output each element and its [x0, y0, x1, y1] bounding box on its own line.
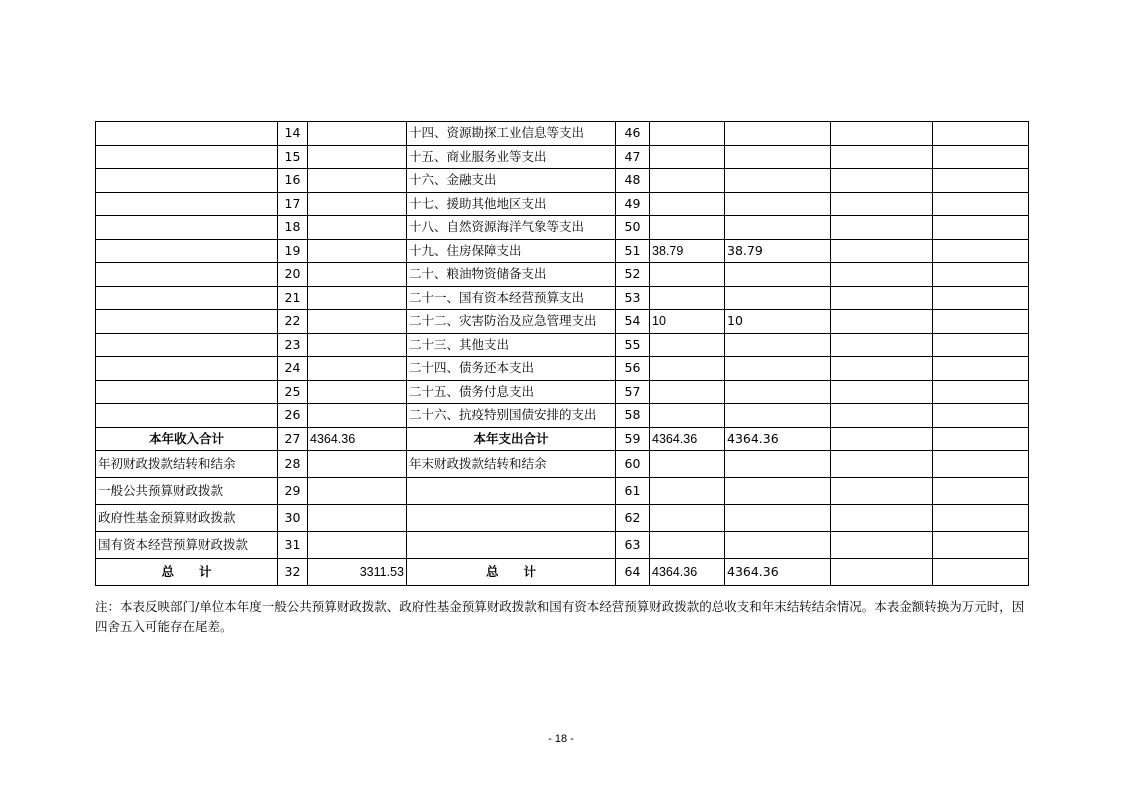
right-row-number: 63	[616, 532, 650, 559]
amount-col2-cell	[725, 169, 831, 193]
left-row-number: 19	[278, 239, 308, 263]
right-label-cell: 十四、资源勘探工业信息等支出	[407, 122, 616, 146]
left-row-number: 29	[278, 478, 308, 505]
amount-total-cell	[650, 216, 725, 240]
amount-col3-cell	[831, 333, 933, 357]
amount-total-cell	[650, 404, 725, 428]
table-row	[96, 216, 1029, 240]
amount-col2-cell	[725, 333, 831, 357]
amount-total-cell	[650, 478, 725, 505]
amount-total-cell	[650, 532, 725, 559]
budget-table	[95, 121, 1029, 586]
left-amount-cell	[308, 145, 407, 169]
left-row-number: 22	[278, 310, 308, 334]
amount-col2-cell	[725, 357, 831, 381]
left-label-cell	[96, 192, 278, 216]
amount-col2-cell: 4364.36	[725, 427, 831, 451]
amount-total-cell: 4364.36	[650, 559, 725, 586]
right-row-number: 56	[616, 357, 650, 381]
left-amount-cell	[308, 505, 407, 532]
table-row	[96, 333, 1029, 357]
right-label-cell: 二十一、国有资本经营预算支出	[407, 286, 616, 310]
amount-total-cell	[650, 145, 725, 169]
amount-total-cell: 38.79	[650, 239, 725, 263]
amount-col3-cell	[831, 559, 933, 586]
right-label-cell: 十六、金融支出	[407, 169, 616, 193]
left-amount-cell	[308, 404, 407, 428]
amount-col4-cell	[933, 122, 1029, 146]
left-amount-cell: 3311.53	[308, 559, 407, 586]
right-label-cell	[407, 478, 616, 505]
right-row-number: 48	[616, 169, 650, 193]
right-row-number: 60	[616, 451, 650, 478]
amount-col3-cell	[831, 380, 933, 404]
right-label-cell: 二十四、债务还本支出	[407, 357, 616, 381]
amount-total-cell	[650, 122, 725, 146]
amount-col2-cell	[725, 380, 831, 404]
amount-col3-cell	[831, 145, 933, 169]
amount-total-cell	[650, 263, 725, 287]
amount-col2-cell	[725, 286, 831, 310]
left-label-cell: 政府性基金预算财政拨款	[96, 505, 278, 532]
amount-total-cell	[650, 286, 725, 310]
right-row-number: 46	[616, 122, 650, 146]
right-label-cell: 二十三、其他支出	[407, 333, 616, 357]
left-label-cell	[96, 216, 278, 240]
right-label-cell: 年末财政拨款结转和结余	[407, 451, 616, 478]
right-row-number: 55	[616, 333, 650, 357]
amount-col2-cell: 10	[725, 310, 831, 334]
amount-total-cell	[650, 451, 725, 478]
table-row	[96, 122, 1029, 146]
amount-col4-cell	[933, 380, 1029, 404]
left-amount-cell	[308, 451, 407, 478]
left-amount-cell	[308, 239, 407, 263]
amount-total-cell	[650, 380, 725, 404]
right-row-number: 49	[616, 192, 650, 216]
amount-col3-cell	[831, 427, 933, 451]
table-row	[96, 239, 1029, 263]
table-row	[96, 505, 1029, 532]
table-row	[96, 310, 1029, 334]
left-row-number: 15	[278, 145, 308, 169]
table-row	[96, 478, 1029, 505]
right-row-number: 64	[616, 559, 650, 586]
table-row	[96, 451, 1029, 478]
amount-col4-cell	[933, 169, 1029, 193]
left-row-number: 25	[278, 380, 308, 404]
amount-col3-cell	[831, 216, 933, 240]
left-row-number: 24	[278, 357, 308, 381]
left-label-cell: 总 计	[96, 559, 278, 586]
amount-col3-cell	[831, 478, 933, 505]
right-row-number: 62	[616, 505, 650, 532]
left-label-cell	[96, 286, 278, 310]
amount-col3-cell	[831, 357, 933, 381]
left-row-number: 14	[278, 122, 308, 146]
table-row	[96, 145, 1029, 169]
left-label-cell: 一般公共预算财政拨款	[96, 478, 278, 505]
left-amount-cell	[308, 380, 407, 404]
right-row-number: 61	[616, 478, 650, 505]
left-label-cell	[96, 380, 278, 404]
amount-col2-cell: 4364.36	[725, 559, 831, 586]
amount-col4-cell	[933, 239, 1029, 263]
amount-total-cell	[650, 169, 725, 193]
amount-total-cell	[650, 505, 725, 532]
left-amount-cell	[308, 333, 407, 357]
left-amount-cell	[308, 310, 407, 334]
left-row-number: 16	[278, 169, 308, 193]
amount-col2-cell	[725, 263, 831, 287]
amount-col4-cell	[933, 505, 1029, 532]
table-row	[96, 559, 1029, 586]
left-row-number: 20	[278, 263, 308, 287]
left-row-number: 18	[278, 216, 308, 240]
right-label-cell: 本年支出合计	[407, 427, 616, 451]
left-row-number: 30	[278, 505, 308, 532]
right-row-number: 52	[616, 263, 650, 287]
right-label-cell: 十五、商业服务业等支出	[407, 145, 616, 169]
table-row	[96, 380, 1029, 404]
right-label-cell: 二十、粮油物资储备支出	[407, 263, 616, 287]
amount-col4-cell	[933, 286, 1029, 310]
left-amount-cell	[308, 263, 407, 287]
left-amount-cell	[308, 192, 407, 216]
left-row-number: 28	[278, 451, 308, 478]
table-note: 注：本表反映部门/单位本年度一般公共预算财政拨款、政府性基金预算财政拨款和国有资本经营预算财政拨款的总收支和年末结转结余情况。本表金额转换为万元时，因四舍五入可能存在尾差。	[95, 599, 1025, 634]
left-label-cell	[96, 239, 278, 263]
amount-col3-cell	[831, 310, 933, 334]
table-row	[96, 404, 1029, 428]
left-amount-cell	[308, 357, 407, 381]
left-label-cell	[96, 357, 278, 381]
left-label-cell	[96, 169, 278, 193]
left-label-cell: 本年收入合计	[96, 427, 278, 451]
right-label-cell	[407, 532, 616, 559]
left-row-number: 26	[278, 404, 308, 428]
right-row-number: 58	[616, 404, 650, 428]
amount-col4-cell	[933, 216, 1029, 240]
amount-col3-cell	[831, 505, 933, 532]
amount-col3-cell	[831, 239, 933, 263]
table-row	[96, 532, 1029, 559]
amount-col2-cell	[725, 478, 831, 505]
right-row-number: 47	[616, 145, 650, 169]
table-row	[96, 192, 1029, 216]
amount-col2-cell	[725, 145, 831, 169]
right-label-cell: 总 计	[407, 559, 616, 586]
amount-col4-cell	[933, 478, 1029, 505]
amount-col4-cell	[933, 532, 1029, 559]
amount-col2-cell	[725, 122, 831, 146]
right-label-cell: 十九、住房保障支出	[407, 239, 616, 263]
left-row-number: 21	[278, 286, 308, 310]
amount-total-cell	[650, 333, 725, 357]
left-amount-cell: 4364.36	[308, 427, 407, 451]
amount-col4-cell	[933, 559, 1029, 586]
left-row-number: 23	[278, 333, 308, 357]
right-label-cell	[407, 505, 616, 532]
page-number: - 18 -	[548, 733, 574, 745]
left-row-number: 27	[278, 427, 308, 451]
table-row	[96, 357, 1029, 381]
left-row-number: 17	[278, 192, 308, 216]
left-row-number: 32	[278, 559, 308, 586]
table-row	[96, 263, 1029, 287]
amount-col2-cell	[725, 192, 831, 216]
left-amount-cell	[308, 478, 407, 505]
amount-col3-cell	[831, 169, 933, 193]
left-amount-cell	[308, 216, 407, 240]
right-row-number: 50	[616, 216, 650, 240]
amount-col3-cell	[831, 192, 933, 216]
left-label-cell: 年初财政拨款结转和结余	[96, 451, 278, 478]
amount-total-cell: 10	[650, 310, 725, 334]
left-label-cell	[96, 310, 278, 334]
right-label-cell: 十七、援助其他地区支出	[407, 192, 616, 216]
amount-col4-cell	[933, 145, 1029, 169]
amount-col2-cell	[725, 532, 831, 559]
amount-col3-cell	[831, 451, 933, 478]
amount-col4-cell	[933, 333, 1029, 357]
right-label-cell: 二十二、灾害防治及应急管理支出	[407, 310, 616, 334]
amount-col4-cell	[933, 357, 1029, 381]
right-label-cell: 二十五、债务付息支出	[407, 380, 616, 404]
amount-col4-cell	[933, 404, 1029, 428]
amount-col3-cell	[831, 532, 933, 559]
amount-col2-cell	[725, 404, 831, 428]
amount-col2-cell	[725, 216, 831, 240]
table-row	[96, 427, 1029, 451]
left-label-cell: 国有资本经营预算财政拨款	[96, 532, 278, 559]
left-label-cell	[96, 333, 278, 357]
amount-col3-cell	[831, 263, 933, 287]
amount-col3-cell	[831, 404, 933, 428]
left-label-cell	[96, 122, 278, 146]
left-amount-cell	[308, 532, 407, 559]
right-label-cell: 二十六、抗疫特别国债安排的支出	[407, 404, 616, 428]
amount-col4-cell	[933, 427, 1029, 451]
amount-col2-cell	[725, 505, 831, 532]
right-row-number: 53	[616, 286, 650, 310]
left-label-cell	[96, 145, 278, 169]
left-amount-cell	[308, 286, 407, 310]
amount-total-cell	[650, 357, 725, 381]
left-label-cell	[96, 263, 278, 287]
table-row	[96, 286, 1029, 310]
amount-col3-cell	[831, 286, 933, 310]
amount-col4-cell	[933, 192, 1029, 216]
amount-col2-cell: 38.79	[725, 239, 831, 263]
right-row-number: 51	[616, 239, 650, 263]
amount-col4-cell	[933, 451, 1029, 478]
right-row-number: 54	[616, 310, 650, 334]
right-row-number: 59	[616, 427, 650, 451]
table-row	[96, 169, 1029, 193]
amount-total-cell: 4364.36	[650, 427, 725, 451]
amount-col3-cell	[831, 122, 933, 146]
right-row-number: 57	[616, 380, 650, 404]
amount-col4-cell	[933, 310, 1029, 334]
left-label-cell	[96, 404, 278, 428]
left-row-number: 31	[278, 532, 308, 559]
left-amount-cell	[308, 122, 407, 146]
amount-col2-cell	[725, 451, 831, 478]
left-amount-cell	[308, 169, 407, 193]
amount-total-cell	[650, 192, 725, 216]
right-label-cell: 十八、自然资源海洋气象等支出	[407, 216, 616, 240]
amount-col4-cell	[933, 263, 1029, 287]
